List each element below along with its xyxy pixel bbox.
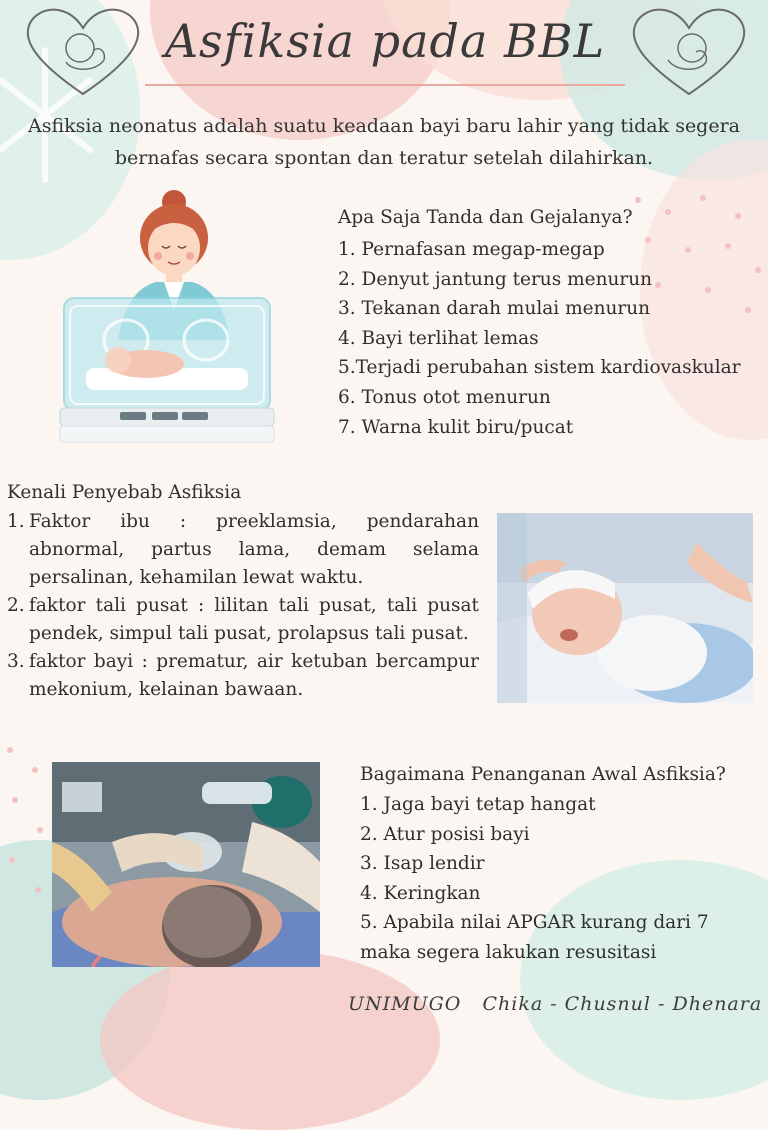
list-item-text: Faktor ibu : preeklamsia, pendarahan abnormal, partus lama, demam selama persalinan, kehamilan lewat waktu. <box>29 511 479 588</box>
list-item: 3. Tekanan darah mulai menurun <box>338 298 651 320</box>
list-item: 2. Atur posisi bayi <box>360 823 530 845</box>
list-item: 1. Jaga bayi tetap hangat <box>360 794 596 815</box>
list-item <box>7 592 479 648</box>
intro-paragraph: Asfiksia neonatus adalah suatu keadaan bayi baru lahir yang tidak segera bernafas secara spontan dan teratur setelah dilahirkan. <box>28 115 740 169</box>
list-item-number: 1. <box>7 511 25 532</box>
signs-list <box>338 235 768 442</box>
list-item: 4. Keringkan <box>360 882 481 904</box>
list-item-number: 2. <box>7 595 25 616</box>
signs-section <box>338 204 768 442</box>
heart-baby-icon-right <box>628 6 750 98</box>
list-item: 3. Isap lendir <box>360 853 485 874</box>
list-item <box>7 648 479 704</box>
treatment-section <box>360 760 760 967</box>
list-item-text: faktor tali pusat : lilitan tali pusat, tali pusat pendek, simpul tali pusat, prolapsus tali pusat. <box>29 595 479 644</box>
list-item: 1. Pernafasan megap-megap <box>338 239 605 260</box>
page-title: Asfiksia pada BBL <box>164 14 606 68</box>
heart-baby-icon-left <box>22 6 144 98</box>
resuscitation-photo <box>52 762 320 967</box>
signs-heading: Apa Saja Tanda dan Gejalanya? <box>338 207 633 228</box>
list-item-text: faktor bayi : prematur, air ketuban bercampur mekonium, kelainan bawaan. <box>29 651 479 700</box>
newborn-photo <box>497 513 753 703</box>
dot-pattern-left <box>0 740 60 1000</box>
causes-heading: Kenali Penyebab Asfiksia <box>7 482 242 503</box>
bg-blob-pink-bottom <box>100 950 440 1130</box>
list-item: 5.Terjadi perubahan sistem kardiovaskular <box>338 357 741 379</box>
list-item-number: 3. <box>7 651 25 672</box>
nurse-incubator-illustration <box>56 190 278 450</box>
footer-credits: UNIMUGO Chika - Chusnul - Dhenara <box>348 993 763 1015</box>
list-item: 6. Tonus otot menurun <box>338 386 551 408</box>
list-item: 2. Denyut jantung terus menurun <box>338 268 653 290</box>
title-underline <box>145 84 625 86</box>
list-item: 5. Apabila nilai APGAR kurang dari 7 maka segera lakukan resusitasi <box>360 912 709 963</box>
treatment-heading: Bagaimana Penanganan Awal Asfiksia? <box>360 764 726 785</box>
causes-list <box>7 508 479 704</box>
causes-section <box>7 480 479 704</box>
treatment-list <box>360 790 760 967</box>
list-item <box>7 508 479 592</box>
list-item: 7. Warna kulit biru/pucat <box>338 416 574 438</box>
list-item: 4. Bayi terlihat lemas <box>338 327 539 349</box>
